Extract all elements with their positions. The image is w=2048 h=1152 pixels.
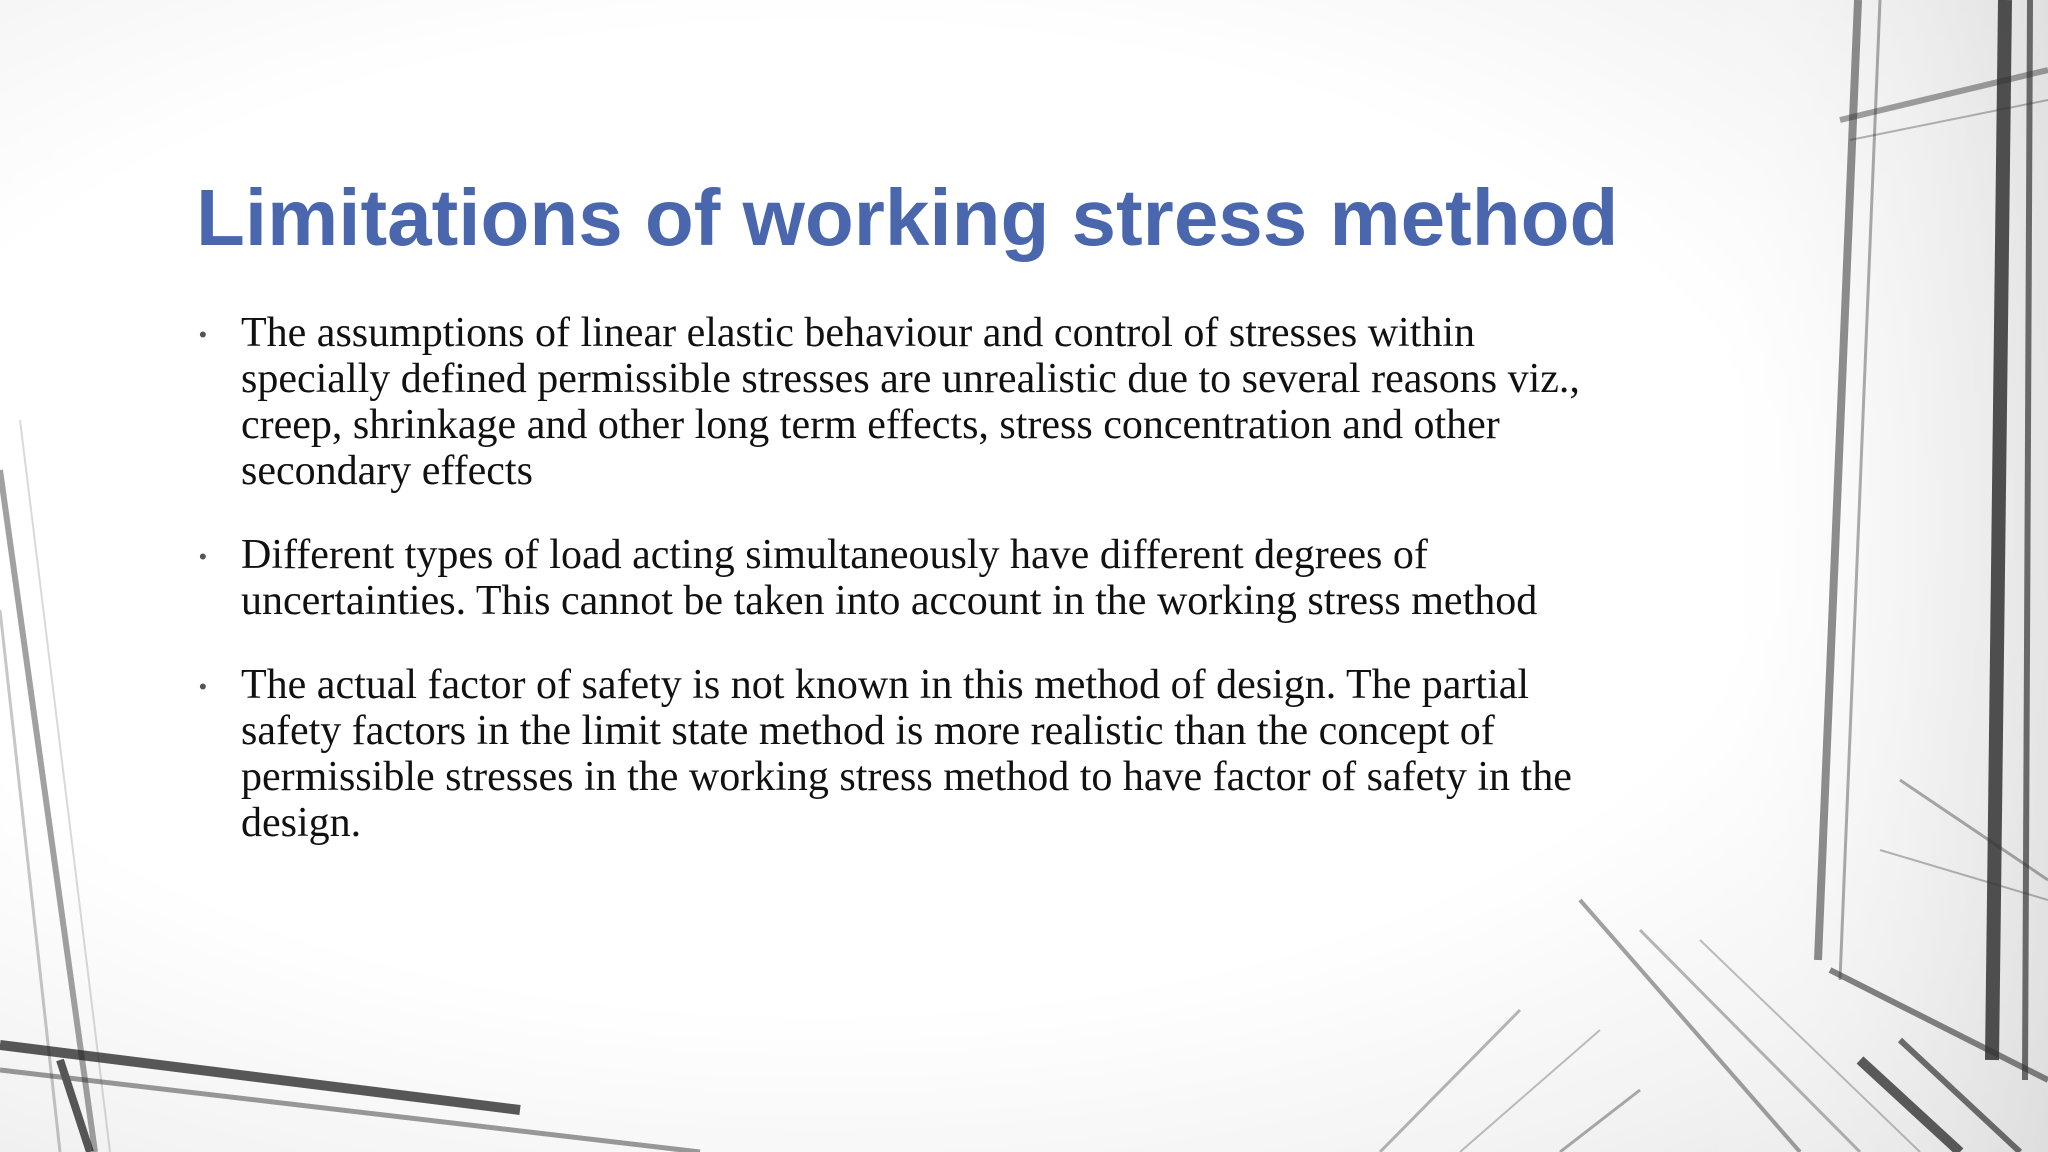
bullet-dot-icon: • <box>199 544 207 569</box>
bullet-item <box>196 532 1616 624</box>
bullet-dot-icon: • <box>199 674 207 699</box>
bullet-item <box>196 662 1616 846</box>
bullet-text: The actual factor of safety is not known in this method of design. The partial safety factors in the limit state method is more realistic than the concept of permissible stresses in the working stress method to have factor of safety in the design. <box>241 662 1572 846</box>
bullet-text: The assumptions of linear elastic behaviour and control of stresses within specially defined permissible stresses are unrealistic due to several reasons viz., creep, shrinkage and other long term effects, stress concentration and other secondary effects <box>241 310 1580 494</box>
bullet-item <box>196 310 1616 494</box>
bullet-text: Different types of load acting simultaneously have different degrees of uncertainties. This cannot be taken into account in the working stress method <box>241 532 1538 624</box>
bullet-dot-icon: • <box>199 322 207 347</box>
bullet-list <box>196 310 1616 884</box>
slide-title: Limitations of working stress method <box>196 173 1619 262</box>
